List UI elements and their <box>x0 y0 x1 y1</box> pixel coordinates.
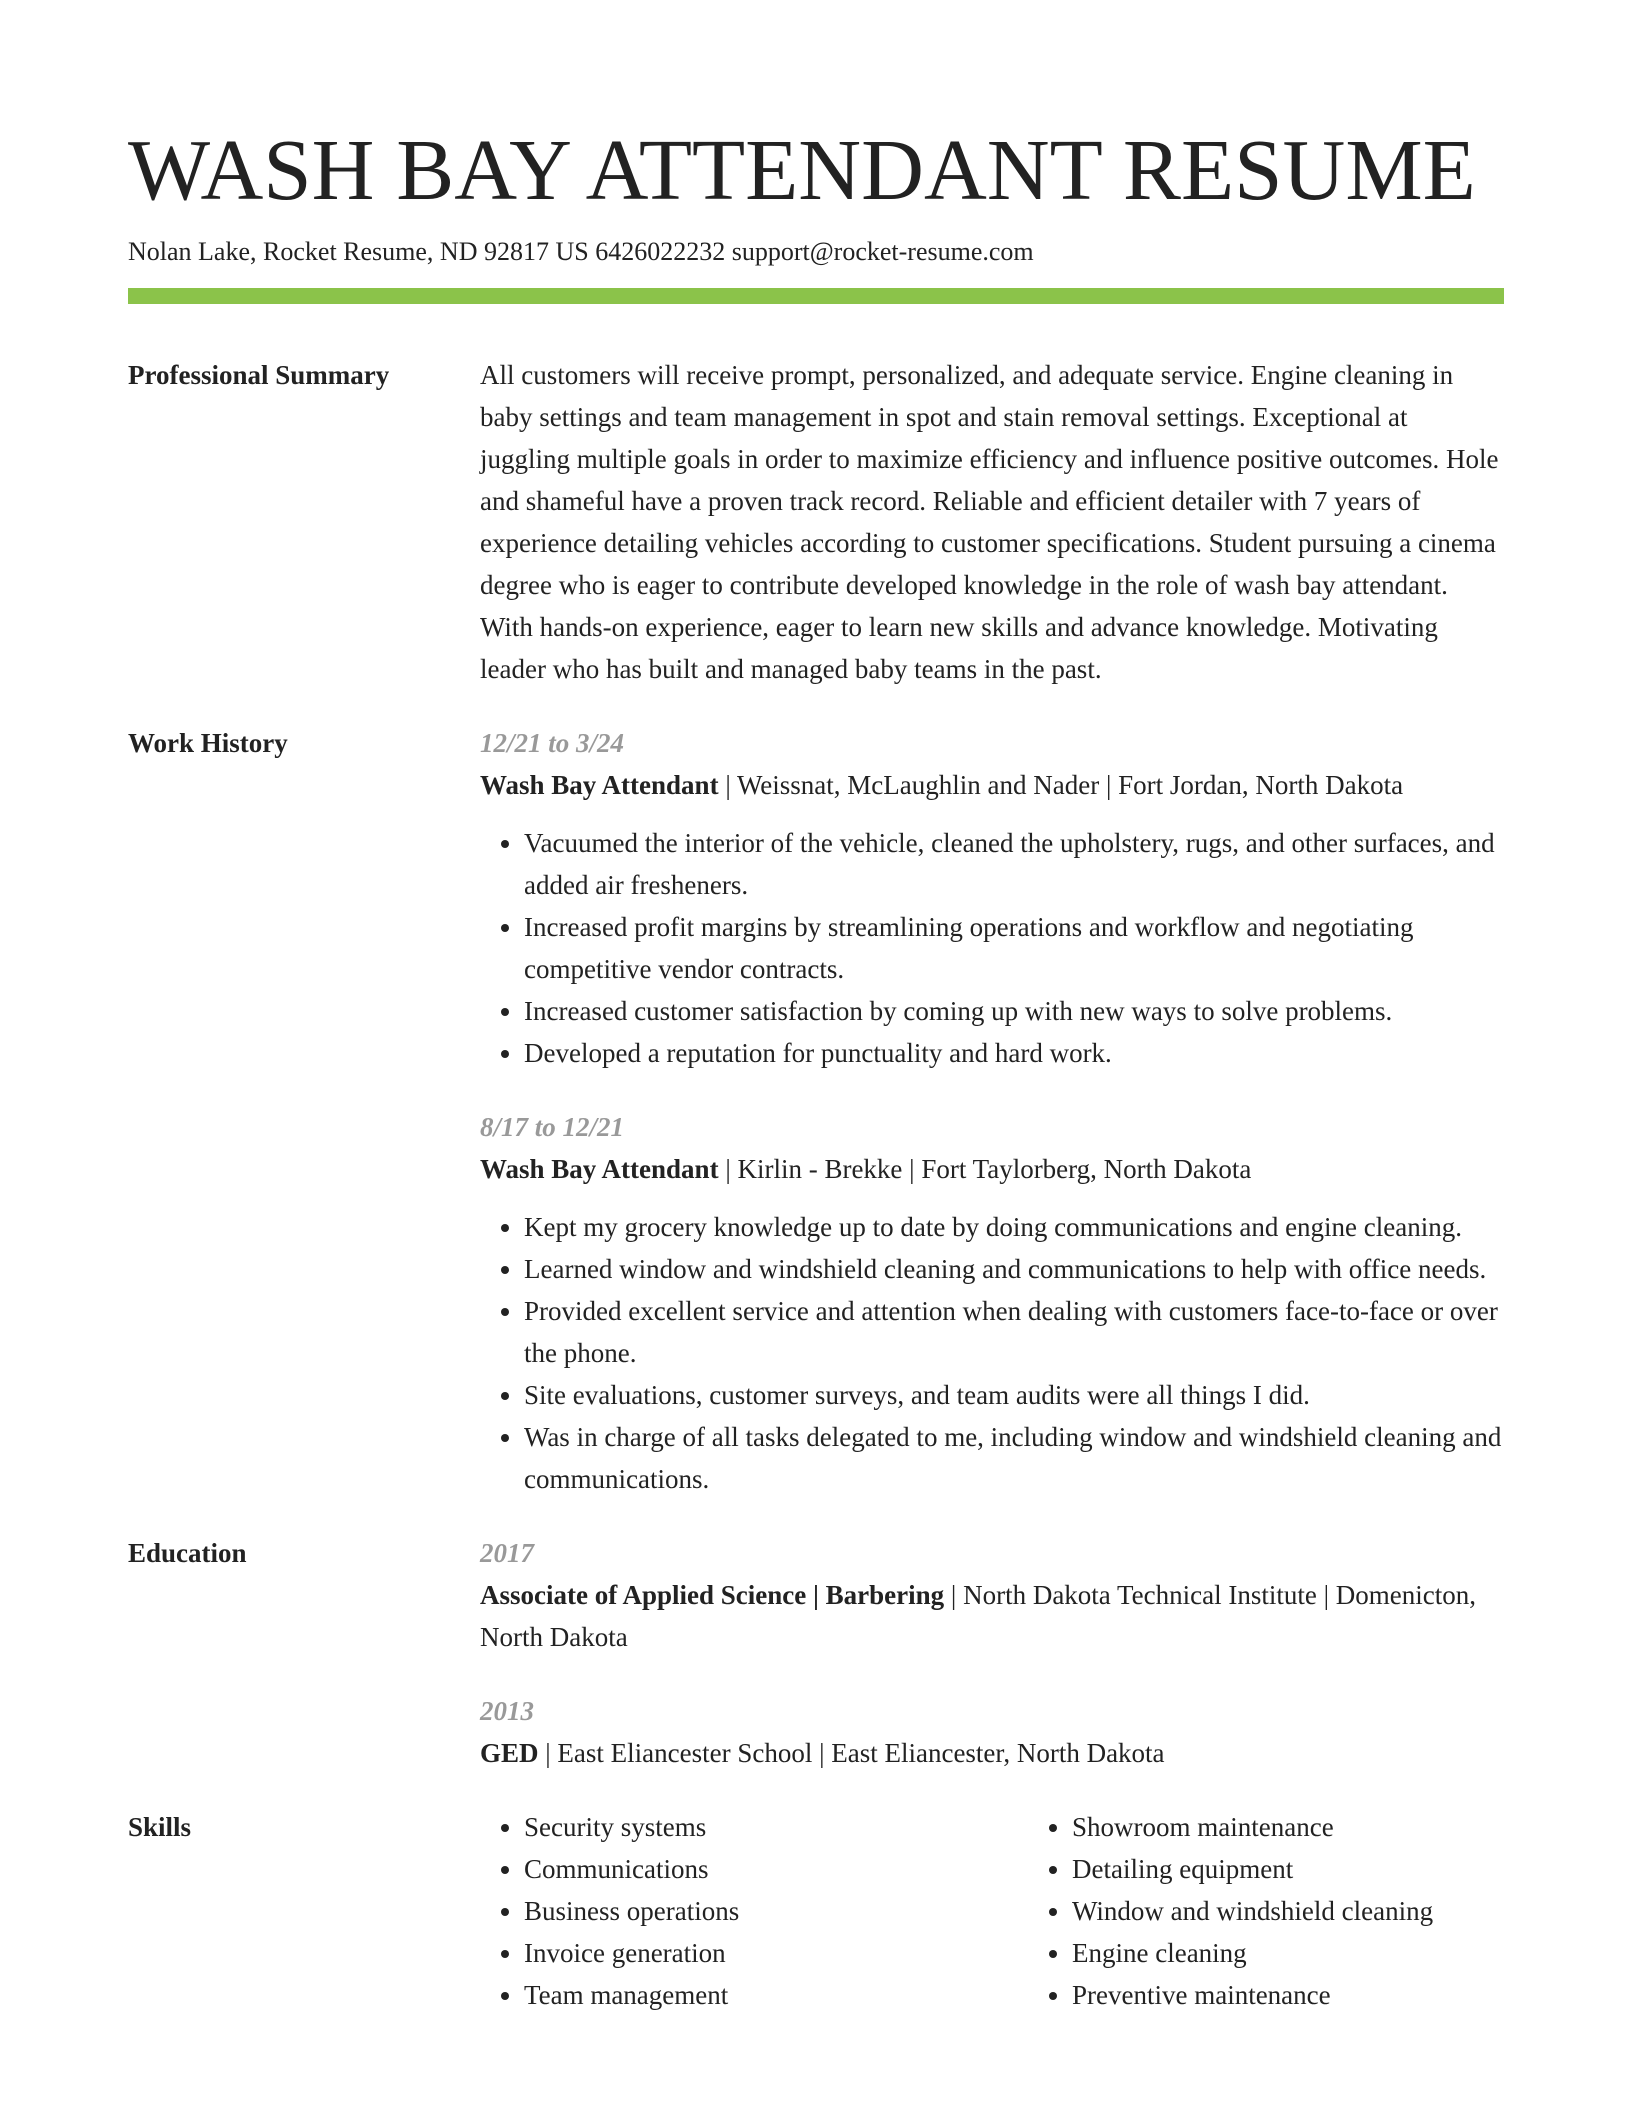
resume-title: WASH BAY ATTENDANT RESUME <box>128 121 1476 218</box>
education-entry <box>480 1532 1504 1658</box>
skill-item: • Window and windshield cleaning <box>1072 1890 1532 1932</box>
job-bullet: • Learned window and windshield cleaning and communications to help with office needs. <box>524 1248 1504 1290</box>
skill-item: • Detailing equipment <box>1072 1848 1532 1890</box>
job-role-line <box>480 1148 1504 1190</box>
summary-heading: Professional Summary <box>128 360 390 390</box>
resume-page <box>128 0 1504 2016</box>
skill-item: • Team management <box>524 1974 1028 2016</box>
summary-text: All customers will receive prompt, personalized, and adequate service. Engine cleaning in baby settings and team management in spot and stain removal settings. Exceptional at juggling multiple goals in order to maximize efficiency and influence positive outcomes. Hole and shameful have a proven track record. Reliable and efficient detailer with 7 years of experience detailing vehicles according to customer specifications. Student pursuing a cinema degree who is eager to contribute developed knowledge in the role of wash bay attendant. With hands-on experience, eager to learn new skills and advance knowledge. Motivating leader who has built and managed baby teams in the past. <box>480 360 1499 684</box>
job-details: | Weissnat, McLaughlin and Nader | Fort Jordan, North Dakota <box>718 770 1404 800</box>
job-bullets <box>480 822 1504 1074</box>
job-bullet: • Increased customer satisfaction by coming up with new ways to solve problems. <box>524 990 1504 1032</box>
job-bullet: • Provided excellent service and attention when dealing with customers face-to-face or over the phone. <box>524 1290 1504 1374</box>
skill-item: • Security systems <box>524 1806 1028 1848</box>
education-heading: Education <box>128 1538 247 1568</box>
job-details: | Kirlin - Brekke | Fort Taylorberg, North Dakota <box>718 1154 1252 1184</box>
skills-heading: Skills <box>128 1812 192 1842</box>
job-role-line <box>480 764 1504 806</box>
skill-item: • Business operations <box>524 1890 1028 1932</box>
education-section <box>128 1532 1504 1774</box>
skill-item: • Showroom maintenance <box>1072 1806 1532 1848</box>
skill-item: • Engine cleaning <box>1072 1932 1532 1974</box>
skill-item: • Communications <box>524 1848 1028 1890</box>
skills-body <box>480 1806 1532 2016</box>
job-title: Wash Bay Attendant <box>480 770 719 800</box>
contact-phone: 6426022232 <box>595 237 726 266</box>
job-dates: 8/17 to 12/21 <box>480 1112 625 1142</box>
education-year: 2013 <box>480 1696 534 1726</box>
education-line <box>480 1732 1504 1774</box>
education-line <box>480 1574 1504 1658</box>
education-degree: GED <box>480 1738 539 1768</box>
work-history-heading: Work History <box>128 728 288 758</box>
education-details: | North Dakota Technical Institute | Domenicton, North Dakota <box>480 1580 1476 1652</box>
skills-list-right <box>1028 1806 1532 2016</box>
work-history-body <box>480 722 1504 1500</box>
contact-location: Rocket Resume, ND 92817 US <box>263 237 589 266</box>
education-body <box>480 1532 1504 1774</box>
job-bullet: • Vacuumed the interior of the vehicle, cleaned the upholstery, rugs, and other surfaces, and added air fresheners. <box>524 822 1504 906</box>
skills-section <box>128 1806 1504 2016</box>
header-divider <box>128 288 1504 304</box>
skill-item: • Invoice generation <box>524 1932 1028 1974</box>
job-entry <box>480 1106 1504 1500</box>
skills-list-left <box>480 1806 1028 2016</box>
education-year: 2017 <box>480 1538 534 1568</box>
education-entry <box>480 1690 1504 1774</box>
education-details: | East Eliancester School | East Eliancester, North Dakota <box>538 1738 1165 1768</box>
job-bullet: • Site evaluations, customer surveys, and team audits were all things I did. <box>524 1374 1504 1416</box>
education-degree: Associate of Applied Science | Barbering <box>480 1580 945 1610</box>
job-bullet: • Was in charge of all tasks delegated to me, including window and windshield cleaning and communications. <box>524 1416 1504 1500</box>
job-dates: 12/21 to 3/24 <box>480 728 625 758</box>
job-entry <box>480 722 1504 1074</box>
summary-section <box>128 354 1504 690</box>
job-bullets <box>480 1206 1504 1500</box>
contact-name: Nolan Lake, <box>128 237 257 266</box>
job-bullet: • Increased profit margins by streamlining operations and workflow and negotiating competitive vendor contracts. <box>524 906 1504 990</box>
summary-body <box>480 354 1504 690</box>
contact-email[interactable]: support@rocket-resume.com <box>731 237 1034 266</box>
job-title: Wash Bay Attendant <box>480 1154 719 1184</box>
work-history-section <box>128 722 1504 1500</box>
job-bullet: • Kept my grocery knowledge up to date by doing communications and engine cleaning. <box>524 1206 1504 1248</box>
job-bullet: • Developed a reputation for punctuality and hard work. <box>524 1032 1504 1074</box>
contact-line <box>128 234 1504 270</box>
skill-item: • Preventive maintenance <box>1072 1974 1532 2016</box>
